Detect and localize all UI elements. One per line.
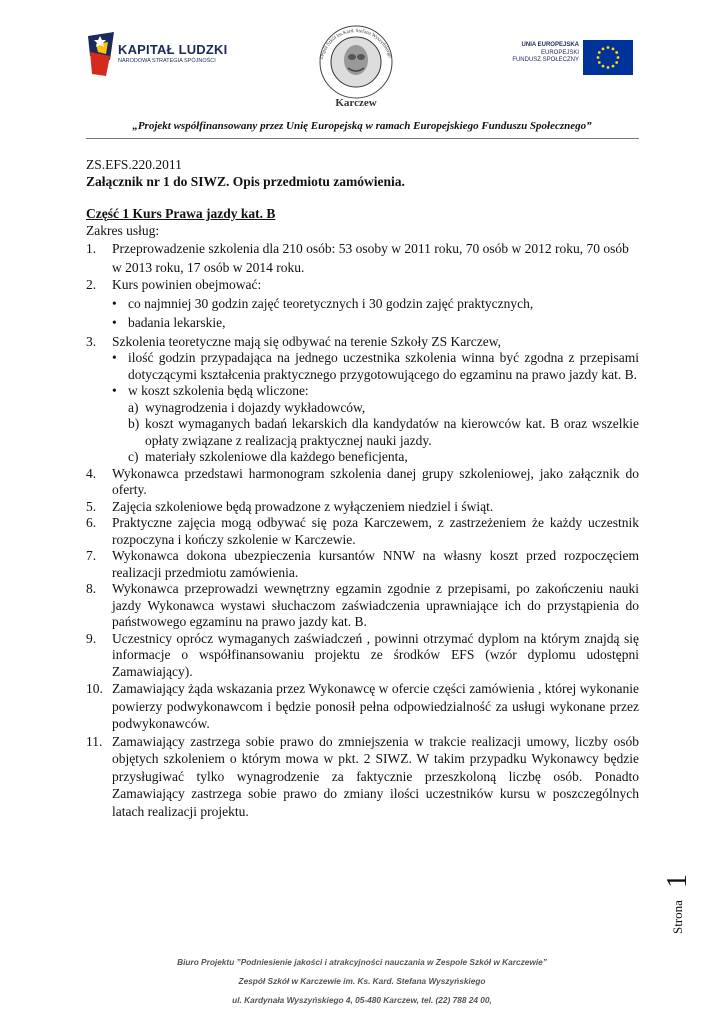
page-number-label <box>662 858 706 938</box>
tagline: „Projekt współfinansowany przez Unię Europejską w ramach Europejskiego Funduszu Społecznego” <box>132 120 592 132</box>
eu-star-icon <box>597 56 600 59</box>
list-item-9: 9. Uczestnicy oprócz wymaganych zaświadczeń , powinni otrzymać dyplom na którym znajdą się informacje o współfinansowaniu projektu ze środków EFS (wzór dyplomu udostępni Zamawiający). <box>86 630 639 679</box>
scope-label: Zakres usług: <box>86 222 160 238</box>
eu-star-icon <box>602 47 605 50</box>
eu-efs-logo <box>495 40 635 78</box>
seal-name: Karczew <box>335 97 377 109</box>
list-item-5: 5. Zajęcia szkoleniowe będą prowadzone z wyłączeniem niedziel i świąt. <box>86 498 494 514</box>
page-label-text: Strona <box>670 900 685 934</box>
eu-star-icon <box>598 51 601 54</box>
list-item-8: 8. Wykonawca przeprowadzi wewnętrzny egzamin zgodnie z przepisami, po zakończeniu nauki jazdy Wykonawca wystawi słuchaczom zaświadczenia uprawniające ich do przystąpienia do państwowego egzaminu na prawo jazdy kat. B. <box>86 581 639 629</box>
footer-line3: ul. Kardynała Wyszyńskiego 4, 05-480 Karczew, tel. (22) 788 24 00, <box>232 995 492 1005</box>
eu-line1: UNIA EUROPEJSKA <box>521 42 579 48</box>
eu-line2: EUROPEJSKI <box>540 49 579 56</box>
kapital-ludzki-subtitle: NARODOWA STRATEGIA SPÓJNOŚCI <box>118 58 216 64</box>
page-number: 1 <box>662 874 693 888</box>
sub-item-c: c) materiały szkoleniowe dla każdego beneficjenta, <box>128 449 408 464</box>
bullet-item: • badania lekarskie, <box>112 314 226 330</box>
sub-item-a: a) wynagrodzenia i dojazdy wykładowców, <box>128 399 366 415</box>
footer-line1: Biuro Projektu ”Podniesienie jakości i atrakcyjności nauczania w Zespole Szkół w Karczewie” <box>177 957 547 967</box>
eu-star-icon <box>615 51 618 54</box>
eu-star-icon <box>612 65 615 68</box>
list-item-1: 1. Przeprowadzenie szkolenia dla 210 osób: 53 osoby w 2011 roku, 70 osób w 2012 roku, 70 osób w 2013 roku, 17 osób w 2014 roku. <box>86 241 629 275</box>
eu-star-icon <box>607 66 610 69</box>
kapital-ludzki-logo <box>86 30 236 80</box>
kapital-ludzki-emblem-icon <box>86 30 116 80</box>
list-item-6: 6. Praktyczne zajęcia mogą odbywać się poza Karczewem, z zastrzeżeniem że każdy uczestnik rozpoczyna i kończy szkolenie w Karczewie. <box>86 515 639 547</box>
list-item-7: 7. Wykonawca dokona ubezpieczenia kursantów NNW na własny koszt przed rozpoczęciem realizacji przedmiotu zamówienia. <box>86 548 639 580</box>
list-item-4: 4. Wykonawca przedstawi harmonogram szkolenia danej grupy szkoleniowej, jako załącznik do oferty. <box>86 465 639 497</box>
bullet-item: • ilość godzin przypadająca na jednego uczestnika szkolenia winna być zgodna z przepisami dotyczącymi kształcenia praktycznego przygotowującego do egzaminu na prawo jazdy kat. B. <box>112 350 639 382</box>
list-item-11: 11. Zamawiający zastrzega sobie prawo do zmniejszenia w trakcie realizacji umowy, liczby osób objętych szkoleniem o którym mowa w pkt. 2 SIWZ. W takim przypadku Wykonawcy będzie przysługiwać tylko wynagrodzenie za faktycznie przeszkoloną liczbę osób. Ponadto Zamawiający zastrzega sobie prawo do zmiany ilości uczestników kursu w poszczególnych latach realizacji projektu. <box>86 733 639 819</box>
doc-title: Załącznik nr 1 do SIWZ. Opis przedmiotu zamówienia. <box>86 173 405 189</box>
bullet-item: • co najmniej 30 godzin zajęć teoretycznych i 30 godzin zajęć praktycznych, <box>112 295 534 311</box>
school-seal <box>312 22 400 112</box>
eu-star-icon <box>615 61 618 64</box>
eu-flag-icon <box>583 40 633 75</box>
eu-star-icon <box>598 61 601 64</box>
eu-star-icon <box>607 46 610 49</box>
bullet-item: • w koszt szkolenia będą wliczone: <box>112 383 309 398</box>
seal-ring-text: Zespół Szkół im.Kard. Stefana Wyszyńskiego <box>319 28 392 61</box>
section-title: Część 1 Kurs Prawa jazdy kat. B <box>86 206 276 221</box>
doc-ref: ZS.EFS.220.2011 <box>86 157 182 172</box>
kapital-ludzki-title: KAPITAŁ LUDZKI <box>118 42 228 57</box>
sub-item-b: b) koszt wymaganych badań lekarskich dla kandydatów na kierowców kat. B oraz wszelkie opłaty związane z realizacją praktycznej nauki jazdy. <box>128 416 639 448</box>
eu-line3: FUNDUSZ SPOŁECZNY <box>512 57 579 63</box>
eu-star-icon <box>602 65 605 68</box>
list-item-2: 2. Kurs powinien obejmować: <box>86 277 262 292</box>
eu-star-icon <box>617 56 620 59</box>
document-body <box>86 157 639 820</box>
footer-line2: Zespół Szkół w Karczewie im. Ks. Kard. Stefana Wyszyńskiego <box>238 976 486 986</box>
list-item-3: 3. Szkolenia teoretyczne mają się odbywać na terenie Szkoły ZS Karczew, <box>86 333 501 349</box>
header-divider <box>86 138 639 139</box>
eu-star-icon <box>612 47 615 50</box>
list-item-10: 10. Zamawiający żąda wskazania przez Wykonawcę w ofercie części zamówienia , której wykonanie powierzy podwykonawcom i będzie ponosił pełna odpowiedzialność za usługi wykonane przez podwykonawców. <box>86 681 639 731</box>
